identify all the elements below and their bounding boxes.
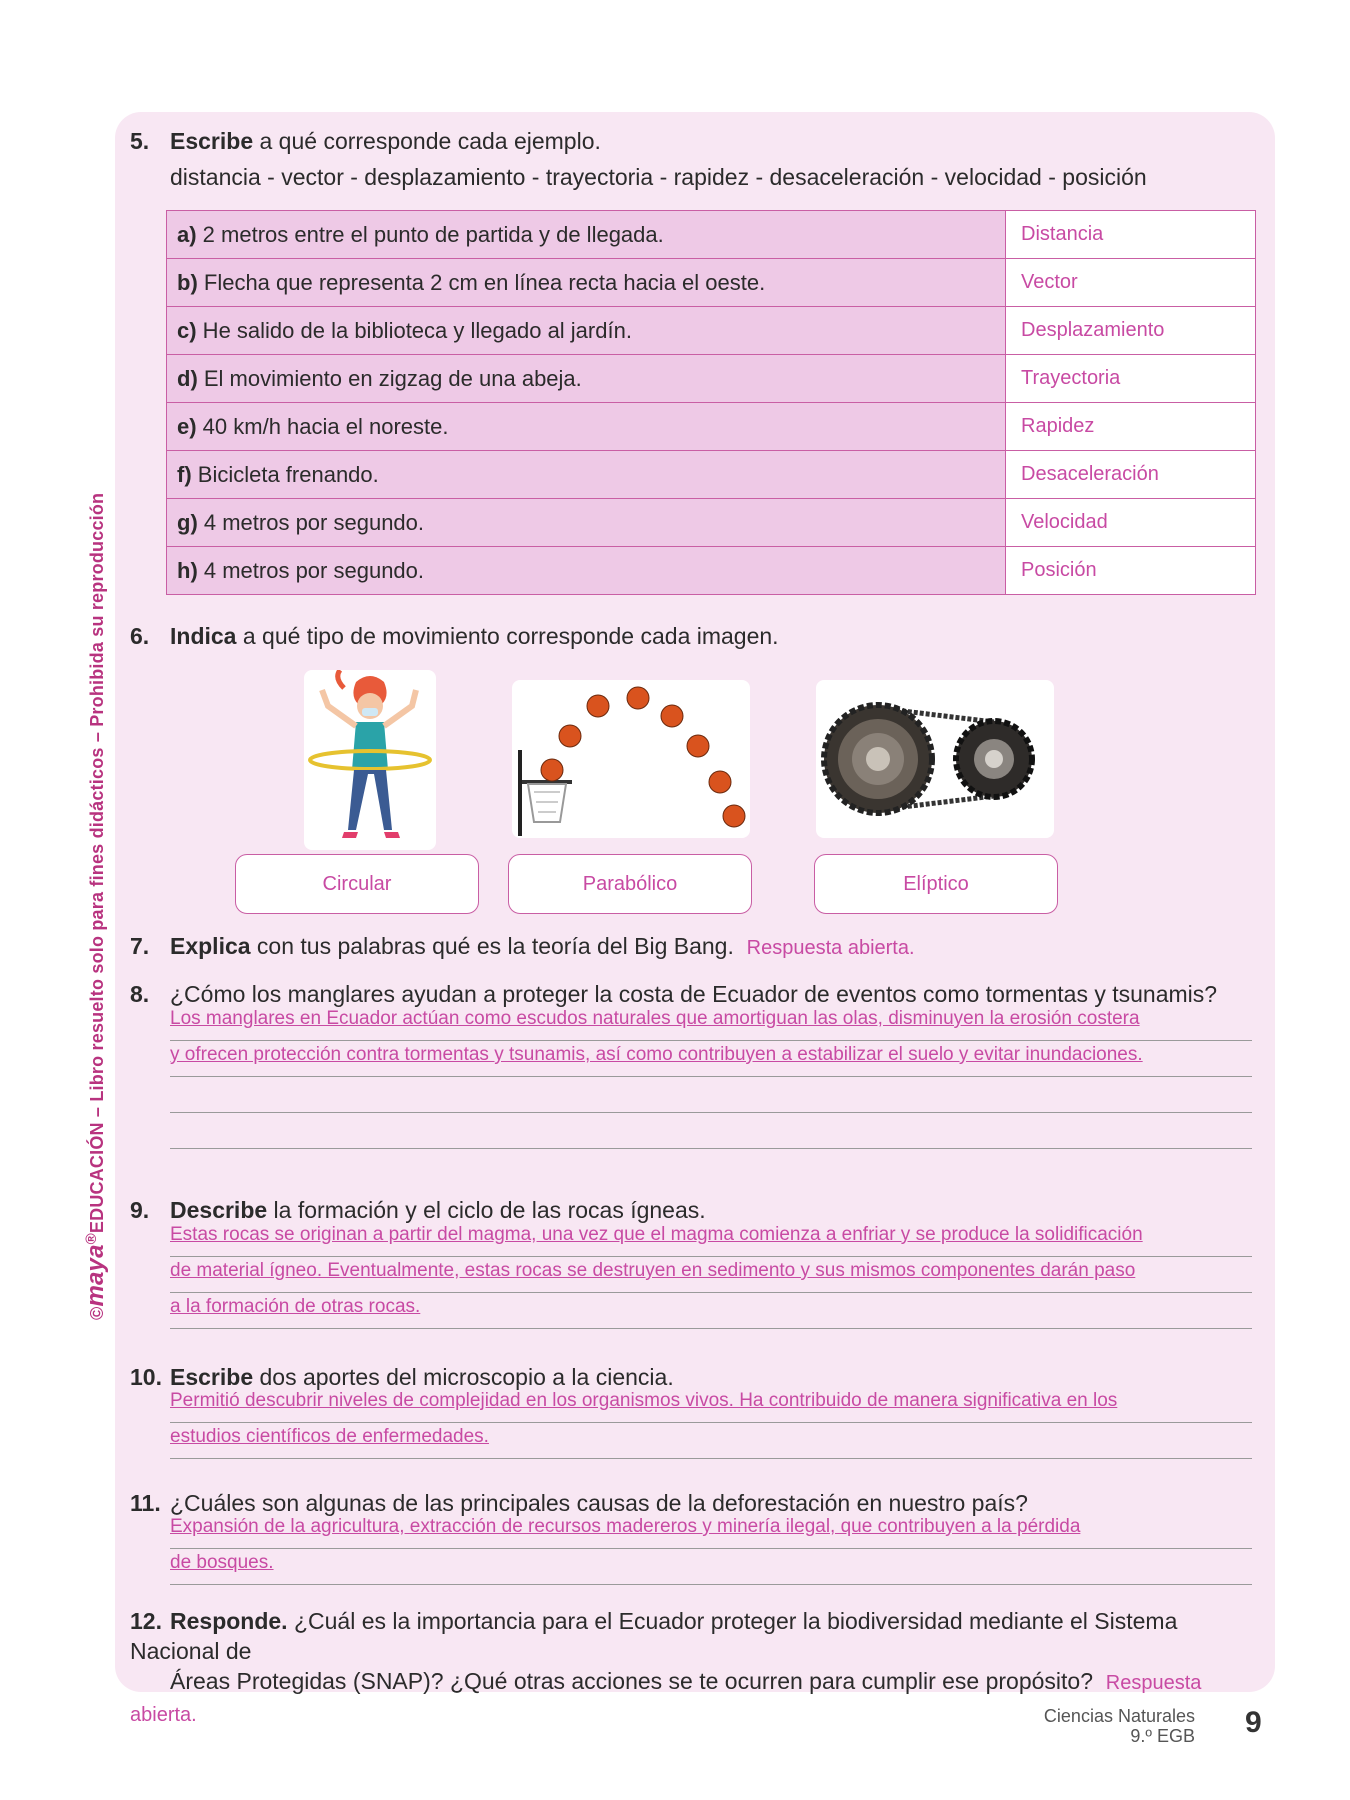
answer-line-blank[interactable] bbox=[170, 1076, 1252, 1113]
answer-cell[interactable]: Posición bbox=[1006, 547, 1256, 595]
example-cell: d) El movimiento en zigzag de una abeja. bbox=[167, 355, 1006, 403]
answer-line: y ofrecen protección contra tormentas y tsunamis, así como contribuyen a estabilizar el suelo y evitar inundaciones. bbox=[170, 1040, 1252, 1077]
answer-12: Respuesta abierta. bbox=[130, 1672, 1202, 1726]
question-8: 8. ¿Cómo los manglares ayudan a proteger la costa de Ecuador de eventos como tormentas y tsunamis? bbox=[130, 981, 1218, 1007]
brand-logo: maya bbox=[82, 1244, 109, 1307]
example-cell: h) 4 metros por segundo. bbox=[167, 547, 1006, 595]
table-row bbox=[167, 307, 1256, 355]
answer-box-circular[interactable]: Circular bbox=[235, 854, 479, 914]
answer-line: estudios científicos de enfermedades. bbox=[170, 1422, 1252, 1459]
table-row bbox=[167, 403, 1256, 451]
answer-line: de bosques. bbox=[170, 1548, 1252, 1585]
question-9: 9. Describe la formación y el ciclo de las rocas ígneas. bbox=[130, 1197, 706, 1223]
answer-cell[interactable]: Trayectoria bbox=[1006, 355, 1256, 403]
answer-line: Expansión de la agricultura, extracción de recursos madereros y minería ilegal, que contribuyen a la pérdida bbox=[170, 1512, 1252, 1549]
question-12: 12. Responde. ¿Cuál es la importancia para el Ecuador proteger la biodiversidad mediante el Sistema Nacional de Áreas Protegidas (SNAP)? ¿Qué otras acciones se te ocurren para cumplir ese propósito? Respuesta abierta. bbox=[130, 1608, 1202, 1726]
table-row bbox=[167, 451, 1256, 499]
copyright-sidebar: ©maya®EDUCACIÓN – Libro resuelto solo para fines didácticos – Prohibida su reproducción bbox=[82, 492, 109, 1320]
question-6: 6. Indica a qué tipo de movimiento corresponde cada imagen. bbox=[130, 623, 779, 649]
answer-cell[interactable]: Desplazamiento bbox=[1006, 307, 1256, 355]
basketball-parabola-image bbox=[512, 680, 750, 838]
answer-line: a la formación de otras rocas. bbox=[170, 1292, 1252, 1329]
question-5: 5. Escribe a qué corresponde cada ejemplo. bbox=[130, 128, 601, 154]
answer-line: Los manglares en Ecuador actúan como escudos naturales que amortiguan las olas, disminuyen la erosión costera bbox=[170, 1004, 1252, 1041]
gears-chain-image bbox=[816, 680, 1054, 838]
example-cell: e) 40 km/h hacia el noreste. bbox=[167, 403, 1006, 451]
answer-line: Permitió descubrir niveles de complejidad en los organismos vivos. Ha contribuido de manera significativa en los bbox=[170, 1386, 1252, 1423]
answer-line: Estas rocas se originan a partir del magma, una vez que el magma comienza a enfriar y se produce la solidificación bbox=[170, 1220, 1252, 1257]
table-row bbox=[167, 259, 1256, 307]
table-row bbox=[167, 547, 1256, 595]
table-row bbox=[167, 355, 1256, 403]
question-11: 11. ¿Cuáles son algunas de las principales causas de la deforestación en nuestro país? bbox=[130, 1490, 1028, 1516]
answer-7: Respuesta abierta. bbox=[746, 937, 915, 959]
table-row bbox=[167, 211, 1256, 259]
table-row bbox=[167, 499, 1256, 547]
answer-cell[interactable]: Vector bbox=[1006, 259, 1256, 307]
answer-cell[interactable]: Desaceleración bbox=[1006, 451, 1256, 499]
question-7: 7. Explica con tus palabras qué es la teoría del Big Bang. Respuesta abierta. bbox=[130, 933, 915, 959]
answer-box-parabolic[interactable]: Parabólico bbox=[508, 854, 752, 914]
example-cell: b) Flecha que representa 2 cm en línea recta hacia el oeste. bbox=[167, 259, 1006, 307]
word-bank: distancia - vector - desplazamiento - trayectoria - rapidez - desaceleración - velocidad - posición bbox=[170, 164, 1147, 190]
hula-hoop-girl-image bbox=[304, 670, 436, 850]
answer-cell[interactable]: Distancia bbox=[1006, 211, 1256, 259]
answer-cell[interactable]: Velocidad bbox=[1006, 499, 1256, 547]
example-cell: f) Bicicleta frenando. bbox=[167, 451, 1006, 499]
answer-line-blank[interactable] bbox=[170, 1112, 1252, 1149]
example-cell: g) 4 metros por segundo. bbox=[167, 499, 1006, 547]
footer-subject: Ciencias Naturales 9.º EGB bbox=[1043, 1706, 1195, 1746]
answer-box-elliptic[interactable]: Elíptico bbox=[814, 854, 1058, 914]
answer-table bbox=[166, 210, 1256, 595]
example-cell: a) 2 metros entre el punto de partida y de llegada. bbox=[167, 211, 1006, 259]
page-number: 9 bbox=[1245, 1706, 1262, 1739]
example-cell: c) He salido de la biblioteca y llegado al jardín. bbox=[167, 307, 1006, 355]
question-10: 10. Escribe dos aportes del microscopio a la ciencia. bbox=[130, 1364, 674, 1390]
answer-cell[interactable]: Rapidez bbox=[1006, 403, 1256, 451]
answer-line: de material ígneo. Eventualmente, estas rocas se destruyen en sedimento y sus mismos componentes darán paso bbox=[170, 1256, 1252, 1293]
